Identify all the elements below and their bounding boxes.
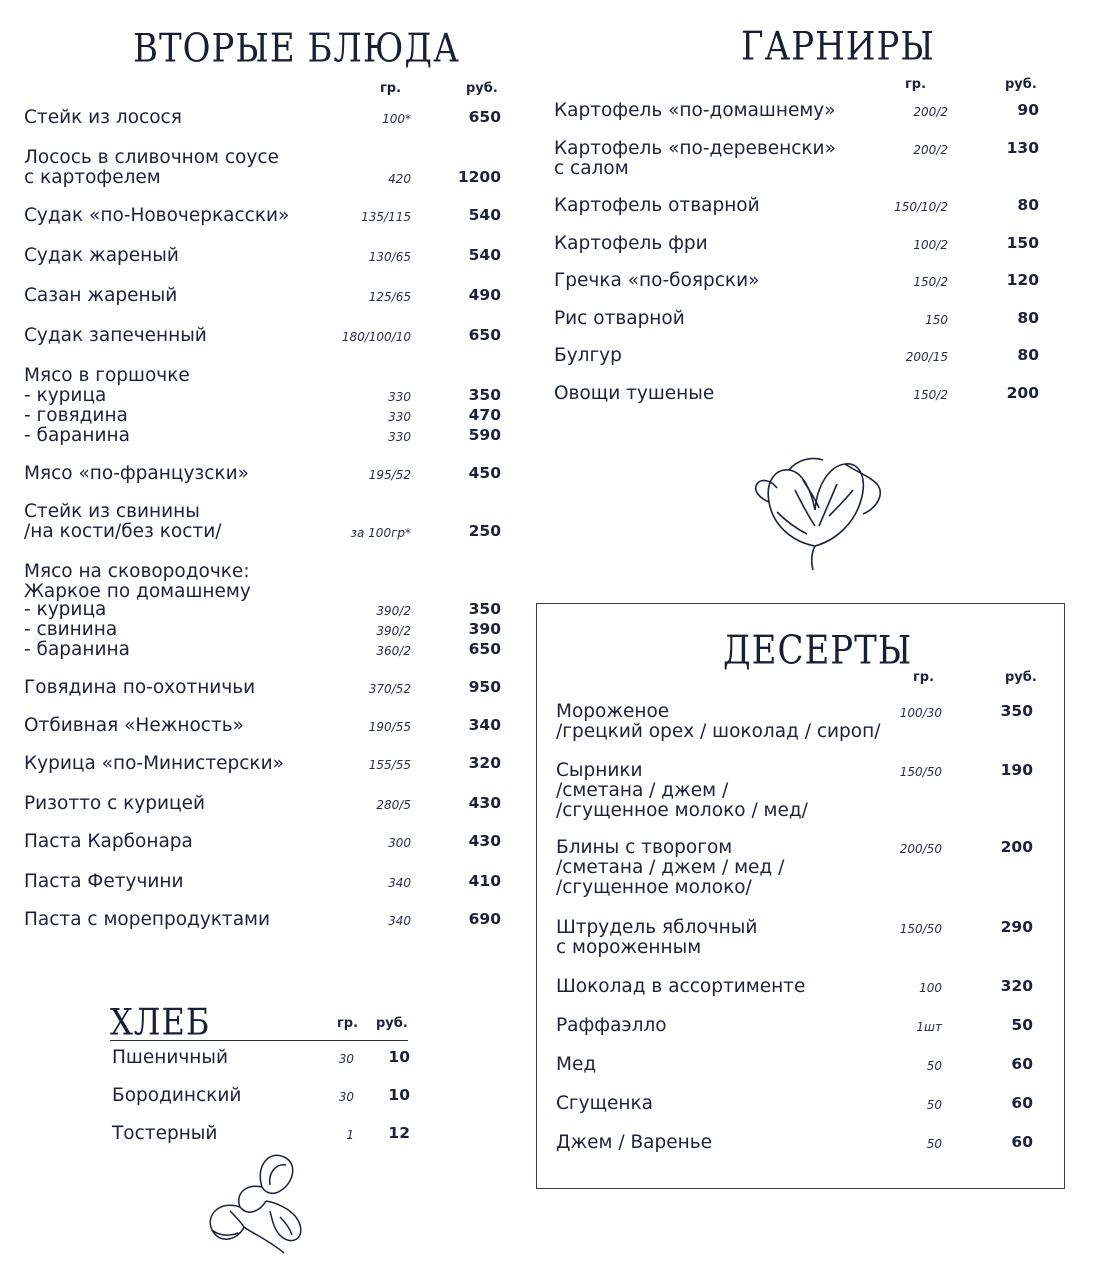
item-weight: 50 [926, 1059, 942, 1073]
item-price: 540 [468, 246, 501, 264]
item-price: 290 [1000, 918, 1033, 936]
item-name: Жаркое по домашнему [24, 581, 251, 602]
item-price: 12 [388, 1124, 410, 1142]
mains-price-header: руб. [466, 81, 498, 96]
item-weight: за 100гр* [350, 526, 411, 540]
item-weight: 390/2 [376, 624, 411, 638]
item-name: Пшеничный [112, 1047, 228, 1068]
item-name: Паста Фетучини [24, 871, 184, 892]
item-weight: 135/115 [361, 210, 411, 224]
item-price: 350 [1000, 702, 1033, 720]
item-name: Отбивная «Нежность» [24, 715, 244, 736]
item-name: Ризотто с курицей [24, 793, 206, 814]
item-weight: 130/65 [368, 250, 411, 264]
item-weight: 390/2 [376, 604, 411, 618]
desserts-price-header: руб. [1005, 670, 1037, 685]
item-weight: 195/52 [368, 468, 411, 482]
item-weight: 1 [346, 1128, 354, 1142]
item-name: Бородинский [112, 1085, 242, 1106]
item-name: Стейк из лосося [24, 107, 182, 128]
item-name: Раффаэлло [556, 1015, 667, 1036]
item-weight: 190/55 [368, 720, 411, 734]
item-price: 430 [468, 794, 501, 812]
item-name: Картофель фри [554, 233, 708, 254]
item-weight: 340 [388, 914, 411, 928]
bread-title-rule [110, 1040, 408, 1041]
sides-title: ГАРНИРЫ [741, 24, 935, 70]
item-price: 650 [468, 108, 501, 126]
item-price: 200 [1000, 838, 1033, 856]
item-name: Говядина по-охотничьи [24, 677, 256, 698]
item-weight: 100/2 [913, 238, 948, 252]
item-name: Лосось в сливочном соусе [24, 147, 279, 168]
item-price: 50 [1011, 1016, 1033, 1034]
item-description-line: /сметана / джем / [556, 780, 729, 801]
item-name: Гречка «по-боярски» [554, 270, 760, 291]
item-weight: 50 [926, 1098, 942, 1112]
item-weight: 420 [388, 172, 411, 186]
item-weight: 150/50 [899, 765, 942, 779]
item-weight: 180/100/10 [341, 330, 411, 344]
item-name: Мед [556, 1054, 597, 1075]
item-weight: 150/10/2 [894, 200, 948, 214]
item-price: 60 [1011, 1094, 1033, 1112]
item-name: - баранина [24, 425, 130, 446]
item-name: Картофель «по-домашнему» [554, 100, 836, 121]
item-weight: 330 [388, 410, 411, 424]
item-price: 150 [1006, 234, 1039, 252]
item-name: Рис отварной [554, 308, 685, 329]
item-weight: 100* [382, 112, 411, 126]
desserts-weight-header: гр. [913, 670, 935, 685]
item-price: 1200 [457, 168, 501, 186]
item-price: 60 [1011, 1055, 1033, 1073]
item-name: Джем / Варенье [556, 1132, 712, 1153]
item-name: Булгур [554, 345, 622, 366]
item-description-line: /сгущенное молоко / мед/ [556, 800, 808, 821]
item-price: 490 [468, 286, 501, 304]
item-name: Судак «по-Новочеркасски» [24, 205, 290, 226]
item-price: 650 [468, 640, 501, 658]
item-price: 80 [1017, 346, 1039, 364]
item-name: Паста Карбонара [24, 831, 193, 852]
item-weight: 150 [925, 313, 948, 327]
mains-weight-header: гр. [380, 81, 402, 96]
item-name: Стейк из свинины [24, 501, 200, 522]
item-price: 10 [388, 1048, 410, 1066]
item-price: 540 [468, 206, 501, 224]
item-price: 340 [468, 716, 501, 734]
item-weight: 50 [926, 1137, 942, 1151]
item-weight: 330 [388, 390, 411, 404]
item-price: 410 [468, 872, 501, 890]
item-price: 80 [1017, 309, 1039, 327]
item-price: 430 [468, 832, 501, 850]
item-weight: 155/55 [368, 758, 411, 772]
item-description-line: /сметана / джем / мед / [556, 857, 785, 878]
desserts-title: ДЕСЕРТЫ [723, 628, 913, 674]
item-name: - курица [24, 385, 107, 406]
sides-price-header: руб. [1005, 77, 1037, 92]
item-name: Шоколад в ассортименте [556, 976, 806, 997]
item-price: 950 [468, 678, 501, 696]
item-description-line: /на кости/без кости/ [24, 521, 222, 542]
item-price: 190 [1000, 761, 1033, 779]
item-name: Сазан жареный [24, 285, 178, 306]
item-price: 590 [468, 426, 501, 444]
bread-weight-header: гр. [337, 1016, 359, 1031]
item-name: Штрудель яблочный [556, 917, 758, 938]
item-name: - курица [24, 599, 107, 620]
item-weight: 200/2 [913, 105, 948, 119]
item-name: Мясо на сковородочке: [24, 561, 250, 582]
item-weight: 30 [338, 1052, 354, 1066]
item-description-line: /грецкий орех / шоколад / сироп/ [556, 721, 881, 742]
mains-title: ВТОРЫЕ БЛЮДА [133, 26, 460, 72]
flower-illustration-large [745, 450, 890, 572]
item-weight: 150/50 [899, 922, 942, 936]
item-price: 10 [388, 1086, 410, 1104]
item-weight: 150/2 [913, 275, 948, 289]
item-weight: 150/2 [913, 388, 948, 402]
item-name: Мороженое [556, 701, 670, 722]
item-price: 450 [468, 464, 501, 482]
item-price: 90 [1017, 101, 1039, 119]
item-price: 320 [468, 754, 501, 772]
item-price: 200 [1006, 384, 1039, 402]
item-weight: 340 [388, 876, 411, 890]
bread-title: ХЛЕБ [110, 1000, 211, 1044]
sides-weight-header: гр. [905, 77, 927, 92]
item-name: Судак жареный [24, 245, 179, 266]
item-description-line: /сгущенное молоко/ [556, 877, 752, 898]
item-weight: 100/30 [899, 706, 942, 720]
item-price: 470 [468, 406, 501, 424]
item-price: 320 [1000, 977, 1033, 995]
item-price: 130 [1006, 139, 1039, 157]
item-name: Овощи тушеные [554, 383, 715, 404]
item-price: 690 [468, 910, 501, 928]
item-weight: 370/52 [368, 682, 411, 696]
item-price: 120 [1006, 271, 1039, 289]
item-price: 390 [468, 620, 501, 638]
item-weight: 200/50 [899, 842, 942, 856]
item-price: 250 [468, 522, 501, 540]
item-name: - свинина [24, 619, 118, 640]
item-weight: 280/5 [376, 798, 411, 812]
item-name: Картофель отварной [554, 195, 760, 216]
item-weight: 360/2 [376, 644, 411, 658]
item-name: Блины с творогом [556, 837, 733, 858]
item-name: Курица «по-Министерски» [24, 753, 284, 774]
item-name: Паста с морепродуктами [24, 909, 271, 930]
item-price: 350 [468, 386, 501, 404]
item-weight: 330 [388, 430, 411, 444]
item-weight: 30 [338, 1090, 354, 1104]
item-name: Тостерный [112, 1123, 218, 1144]
item-description-line: с картофелем [24, 167, 161, 188]
item-weight: 125/65 [368, 290, 411, 304]
item-name: Мясо в горшочке [24, 365, 190, 386]
item-name: Сгущенка [556, 1093, 653, 1114]
item-price: 80 [1017, 196, 1039, 214]
item-name: Мясо «по-французски» [24, 463, 249, 484]
flower-illustration-small [200, 1145, 320, 1260]
item-name: Судак запеченный [24, 325, 207, 346]
item-name: Сырники [556, 760, 643, 781]
item-weight: 200/2 [913, 143, 948, 157]
item-description-line: с мороженным [556, 937, 702, 958]
item-weight: 100 [919, 981, 942, 995]
item-description-line: с салом [554, 158, 629, 179]
item-weight: 1шт [916, 1020, 942, 1034]
item-price: 60 [1011, 1133, 1033, 1151]
item-name: - баранина [24, 639, 130, 660]
bread-price-header: руб. [376, 1016, 408, 1031]
item-weight: 200/15 [905, 350, 948, 364]
item-name: Картофель «по-деревенски» [554, 138, 836, 159]
item-weight: 300 [388, 836, 411, 850]
item-price: 650 [468, 326, 501, 344]
item-name: - говядина [24, 405, 128, 426]
item-price: 350 [468, 600, 501, 618]
